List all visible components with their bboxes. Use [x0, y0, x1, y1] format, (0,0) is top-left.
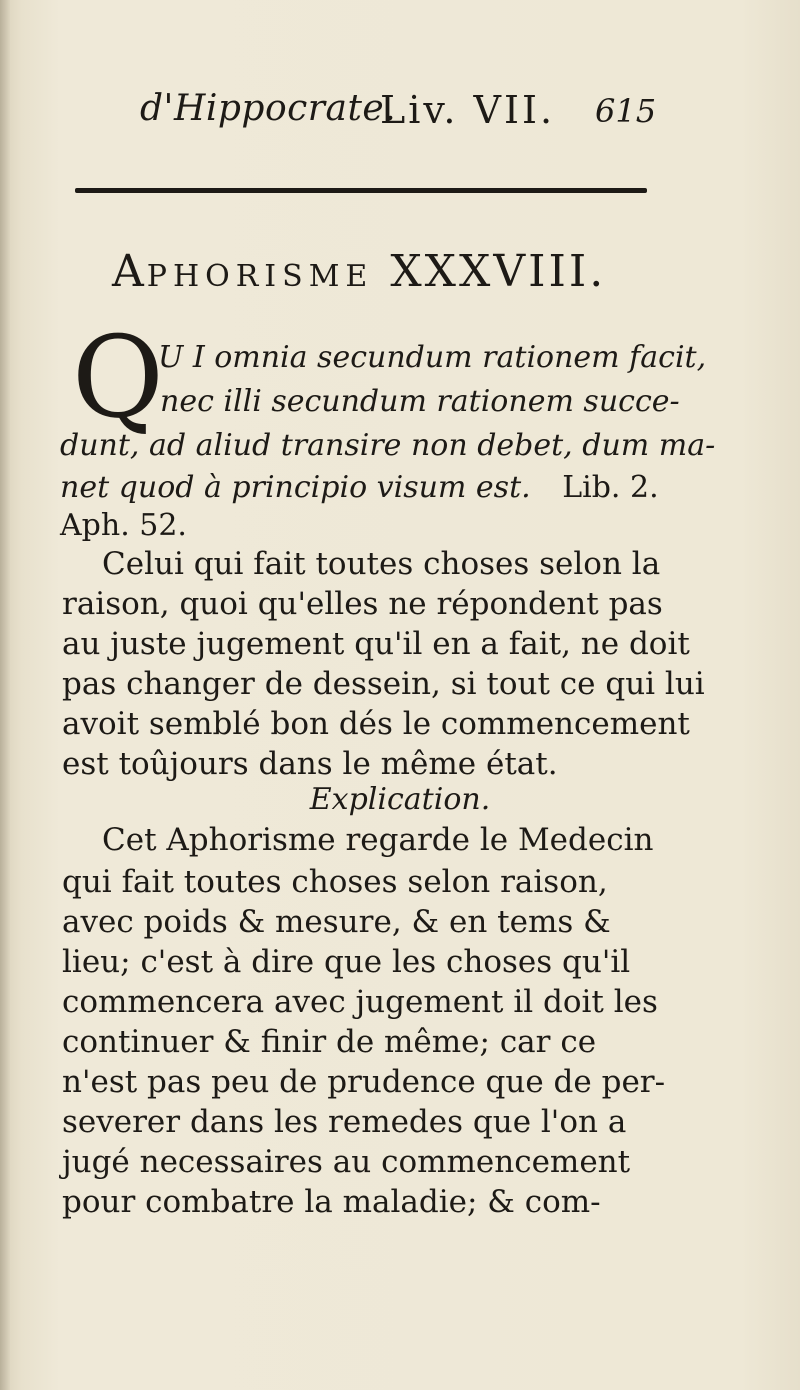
heading-numeral: XXXVIII. [390, 246, 607, 297]
running-head [140, 88, 680, 144]
french-line-6: est toûjours dans le même état. [62, 746, 558, 782]
drop-cap: Q [72, 313, 164, 443]
page-edge [0, 0, 10, 1390]
heading-small-caps: PHORISME [146, 259, 374, 294]
french-line-3: au juste jugement qu'il en a fait, ne doit [62, 626, 690, 662]
aphorism-heading [112, 246, 672, 297]
explication-line-5: commencera avec jugement il doit les [62, 984, 658, 1020]
french-line-1: Celui qui fait toutes choses selon la [102, 546, 661, 582]
running-head-book: Liv. VII. [380, 88, 556, 132]
running-head-title: d'Hippocrate. [140, 88, 397, 129]
french-line-4: pas changer de dessein, si tout ce qui lui [62, 666, 705, 702]
explication-line-7: n'est pas peu de prudence que de per- [62, 1064, 666, 1100]
explication-line-4: lieu; c'est à dire que les choses qu'il [62, 944, 631, 980]
explication-line-8: severer dans les remedes que l'on a [62, 1104, 627, 1140]
explication-line-2: qui fait toutes choses selon raison, [62, 864, 608, 900]
french-line-5: avoit semblé bon dés le commencement [62, 706, 690, 742]
latin-line-4 [60, 470, 675, 505]
latin-line-4-text: net quod à principio visum est. [60, 470, 531, 505]
explication-line-6: continuer & finir de même; car ce [62, 1024, 597, 1060]
page-number: 615 [595, 92, 657, 130]
explication-line-3: avec poids & mesure, & en tems & [62, 904, 611, 940]
french-line-2: raison, quoi qu'elles ne répondent pas [62, 586, 663, 622]
latin-line-3: dunt, ad aliud transire non debet, dum ma- [60, 428, 716, 463]
explication-line-9: jugé necessaires au commencement [62, 1144, 631, 1180]
heading-first-letter: A [112, 246, 147, 297]
latin-line-2: nec illi secundum rationem succe- [160, 384, 680, 419]
latin-line-5: Aph. 52. [60, 508, 187, 543]
header-rule [75, 188, 647, 193]
explication-line-1: Cet Aphorisme regarde le Medecin [102, 822, 654, 858]
latin-line-1: U I omnia secundum rationem facit, [158, 340, 707, 375]
latin-reference: Lib. 2. [562, 470, 659, 505]
explication-line-10: pour combatre la maladie; & com- [62, 1184, 601, 1220]
explication-title: Explication. [309, 782, 491, 817]
